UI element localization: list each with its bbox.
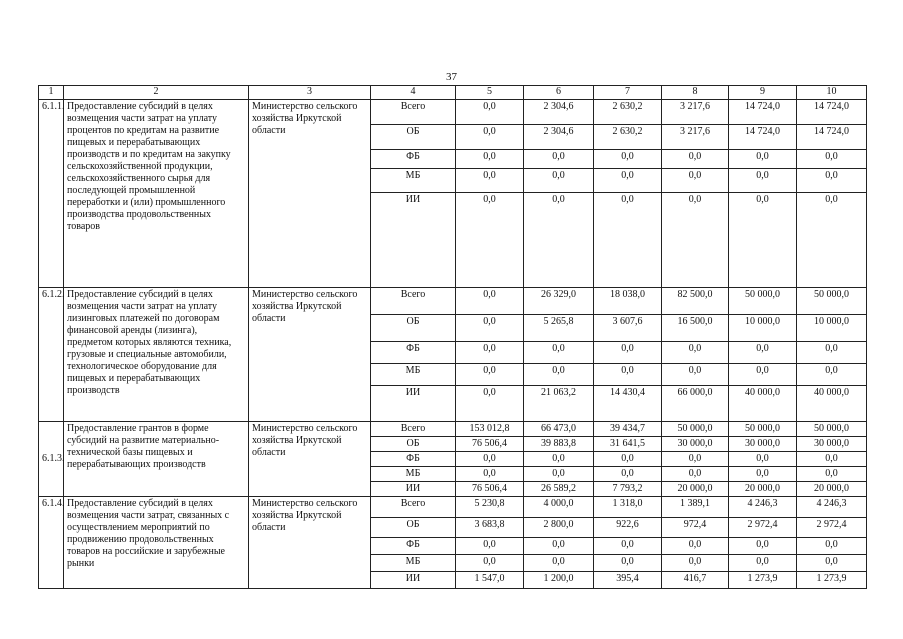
table-row (39, 100, 867, 125)
amount-cell: 0,0 (797, 555, 867, 572)
amount-cell: 0,0 (729, 364, 797, 386)
amount-cell: 0,0 (662, 467, 729, 482)
column-header: 5 (456, 86, 524, 100)
amount-cell: 3 217,6 (662, 100, 729, 125)
amount-cell: 66 473,0 (524, 422, 594, 437)
amount-cell: 50 000,0 (797, 422, 867, 437)
amount-cell: 39 883,8 (524, 437, 594, 452)
amount-cell: 0,0 (729, 538, 797, 555)
funding-source: МБ (371, 169, 456, 193)
amount-cell: 5 230,8 (456, 497, 524, 518)
table-row (39, 422, 867, 437)
amount-cell: 2 972,4 (729, 518, 797, 538)
amount-cell: 0,0 (594, 452, 662, 467)
amount-cell: 20 000,0 (729, 482, 797, 497)
column-header: 10 (797, 86, 867, 100)
amount-cell: 14 724,0 (729, 125, 797, 150)
amount-cell: 40 000,0 (729, 386, 797, 422)
amount-cell: 0,0 (456, 288, 524, 315)
amount-cell: 3 607,6 (594, 315, 662, 342)
amount-cell: 0,0 (456, 342, 524, 364)
amount-cell: 18 038,0 (594, 288, 662, 315)
amount-cell: 14 724,0 (729, 100, 797, 125)
amount-cell: 31 641,5 (594, 437, 662, 452)
column-header: 6 (524, 86, 594, 100)
amount-cell: 0,0 (662, 364, 729, 386)
column-header: 4 (371, 86, 456, 100)
amount-cell: 14 724,0 (797, 125, 867, 150)
amount-cell: 0,0 (797, 452, 867, 467)
section-code: 6.1.3. (39, 422, 64, 497)
amount-cell: 0,0 (729, 555, 797, 572)
amount-cell: 395,4 (594, 572, 662, 589)
section-description: Предоставление субсидий в целях возмещения части затрат на уплату процентов по кредитам на развитие пищевых и перерабатывающих производств и по кредитам на закупку сельскохозяйственной продукции, сельскохозяйственного сырья для последующей промышленной переработки и (или) промышленного производства продовольственных товаров (64, 100, 249, 288)
amount-cell: 0,0 (524, 555, 594, 572)
amount-cell: 0,0 (797, 342, 867, 364)
amount-cell: 1 200,0 (524, 572, 594, 589)
amount-cell: 0,0 (456, 169, 524, 193)
table-row (39, 497, 867, 518)
amount-cell: 1 318,0 (594, 497, 662, 518)
column-header: 8 (662, 86, 729, 100)
amount-cell: 20 000,0 (797, 482, 867, 497)
funding-source: ФБ (371, 150, 456, 169)
amount-cell: 0,0 (524, 467, 594, 482)
amount-cell: 0,0 (797, 169, 867, 193)
amount-cell: 0,0 (456, 555, 524, 572)
amount-cell: 0,0 (524, 342, 594, 364)
amount-cell: 0,0 (524, 538, 594, 555)
amount-cell: 66 000,0 (662, 386, 729, 422)
amount-cell: 16 500,0 (662, 315, 729, 342)
budget-table (38, 85, 867, 589)
amount-cell: 1 273,9 (729, 572, 797, 589)
section-description: Предоставление субсидий в целях возмещения части затрат на уплату лизинговых платежей по договорам финансовой аренды (лизинга), предметом которых являются техника, грузовые и специальные автомобили, технологическое оборудование для пищевых и перерабатывающих производств (64, 288, 249, 422)
section-executor: Министерство сельского хозяйства Иркутской области (249, 497, 371, 589)
section-code: 6.1.2. (39, 288, 64, 422)
funding-source: Всего (371, 497, 456, 518)
funding-source: ИИ (371, 386, 456, 422)
amount-cell: 2 800,0 (524, 518, 594, 538)
amount-cell: 0,0 (456, 538, 524, 555)
amount-cell: 0,0 (662, 452, 729, 467)
funding-source: ФБ (371, 452, 456, 467)
amount-cell: 2 630,2 (594, 100, 662, 125)
amount-cell: 0,0 (729, 169, 797, 193)
table-row (39, 288, 867, 315)
amount-cell: 0,0 (662, 193, 729, 288)
amount-cell: 2 630,2 (594, 125, 662, 150)
amount-cell: 82 500,0 (662, 288, 729, 315)
funding-source: ИИ (371, 193, 456, 288)
funding-source: ОБ (371, 125, 456, 150)
section-description: Предоставление грантов в форме субсидий на развитие материально-технической базы пищевых и перерабатывающих производств (64, 422, 249, 497)
funding-source: Всего (371, 288, 456, 315)
amount-cell: 1 547,0 (456, 572, 524, 589)
amount-cell: 50 000,0 (729, 288, 797, 315)
column-number-row (39, 86, 867, 100)
amount-cell: 0,0 (456, 193, 524, 288)
amount-cell: 0,0 (456, 125, 524, 150)
amount-cell: 4 246,3 (797, 497, 867, 518)
amount-cell: 922,6 (594, 518, 662, 538)
amount-cell: 0,0 (594, 342, 662, 364)
amount-cell: 5 265,8 (524, 315, 594, 342)
funding-source: Всего (371, 100, 456, 125)
amount-cell: 0,0 (662, 342, 729, 364)
amount-cell: 416,7 (662, 572, 729, 589)
amount-cell: 0,0 (524, 452, 594, 467)
amount-cell: 10 000,0 (729, 315, 797, 342)
amount-cell: 1 389,1 (662, 497, 729, 518)
amount-cell: 0,0 (729, 193, 797, 288)
amount-cell: 2 304,6 (524, 125, 594, 150)
funding-source: ИИ (371, 482, 456, 497)
column-header: 2 (64, 86, 249, 100)
amount-cell: 153 012,8 (456, 422, 524, 437)
amount-cell: 1 273,9 (797, 572, 867, 589)
column-header: 1 (39, 86, 64, 100)
section-executor: Министерство сельского хозяйства Иркутской области (249, 288, 371, 422)
funding-source: Всего (371, 422, 456, 437)
amount-cell: 2 304,6 (524, 100, 594, 125)
amount-cell: 0,0 (797, 193, 867, 288)
amount-cell: 20 000,0 (662, 482, 729, 497)
amount-cell: 0,0 (594, 150, 662, 169)
amount-cell: 0,0 (524, 364, 594, 386)
amount-cell: 39 434,7 (594, 422, 662, 437)
amount-cell: 2 972,4 (797, 518, 867, 538)
section-description: Предоставление субсидий в целях возмещения части затрат, связанных с осуществлением мероприятий по продвижению продовольственных товаров на российские и зарубежные рынки (64, 497, 249, 589)
amount-cell: 0,0 (797, 150, 867, 169)
section-code: 6.1.4. (39, 497, 64, 589)
amount-cell: 0,0 (594, 555, 662, 572)
amount-cell: 0,0 (524, 193, 594, 288)
funding-source: ОБ (371, 315, 456, 342)
amount-cell: 30 000,0 (662, 437, 729, 452)
amount-cell: 0,0 (662, 538, 729, 555)
amount-cell: 0,0 (594, 169, 662, 193)
amount-cell: 0,0 (729, 467, 797, 482)
amount-cell: 26 329,0 (524, 288, 594, 315)
section-executor: Министерство сельского хозяйства Иркутской области (249, 100, 371, 288)
page-number: 37 (446, 71, 457, 83)
amount-cell: 0,0 (524, 150, 594, 169)
amount-cell: 0,0 (797, 538, 867, 555)
column-header: 9 (729, 86, 797, 100)
amount-cell: 0,0 (594, 364, 662, 386)
amount-cell: 50 000,0 (797, 288, 867, 315)
amount-cell: 0,0 (797, 467, 867, 482)
amount-cell: 30 000,0 (729, 437, 797, 452)
amount-cell: 76 506,4 (456, 482, 524, 497)
amount-cell: 0,0 (456, 467, 524, 482)
funding-source: ФБ (371, 342, 456, 364)
amount-cell: 4 000,0 (524, 497, 594, 518)
amount-cell: 0,0 (594, 193, 662, 288)
funding-source: МБ (371, 555, 456, 572)
amount-cell: 14 724,0 (797, 100, 867, 125)
amount-cell: 0,0 (456, 100, 524, 125)
amount-cell: 7 793,2 (594, 482, 662, 497)
section-code: 6.1.1. (39, 100, 64, 288)
column-header: 7 (594, 86, 662, 100)
funding-source: ИИ (371, 572, 456, 589)
funding-source: МБ (371, 467, 456, 482)
amount-cell: 50 000,0 (729, 422, 797, 437)
amount-cell: 0,0 (729, 342, 797, 364)
amount-cell: 0,0 (797, 364, 867, 386)
column-header: 3 (249, 86, 371, 100)
funding-source: ОБ (371, 518, 456, 538)
amount-cell: 972,4 (662, 518, 729, 538)
amount-cell: 3 217,6 (662, 125, 729, 150)
amount-cell: 3 683,8 (456, 518, 524, 538)
amount-cell: 0,0 (594, 538, 662, 555)
amount-cell: 0,0 (662, 169, 729, 193)
funding-source: ФБ (371, 538, 456, 555)
funding-source: МБ (371, 364, 456, 386)
amount-cell: 0,0 (456, 452, 524, 467)
amount-cell: 0,0 (456, 315, 524, 342)
amount-cell: 76 506,4 (456, 437, 524, 452)
amount-cell: 0,0 (456, 364, 524, 386)
amount-cell: 0,0 (456, 386, 524, 422)
amount-cell: 40 000,0 (797, 386, 867, 422)
amount-cell: 50 000,0 (662, 422, 729, 437)
amount-cell: 10 000,0 (797, 315, 867, 342)
section-executor: Министерство сельского хозяйства Иркутской области (249, 422, 371, 497)
amount-cell: 21 063,2 (524, 386, 594, 422)
amount-cell: 0,0 (729, 452, 797, 467)
funding-source: ОБ (371, 437, 456, 452)
amount-cell: 26 589,2 (524, 482, 594, 497)
amount-cell: 30 000,0 (797, 437, 867, 452)
amount-cell: 0,0 (662, 555, 729, 572)
amount-cell: 4 246,3 (729, 497, 797, 518)
amount-cell: 0,0 (729, 150, 797, 169)
amount-cell: 0,0 (456, 150, 524, 169)
amount-cell: 0,0 (594, 467, 662, 482)
amount-cell: 0,0 (524, 169, 594, 193)
amount-cell: 14 430,4 (594, 386, 662, 422)
amount-cell: 0,0 (662, 150, 729, 169)
